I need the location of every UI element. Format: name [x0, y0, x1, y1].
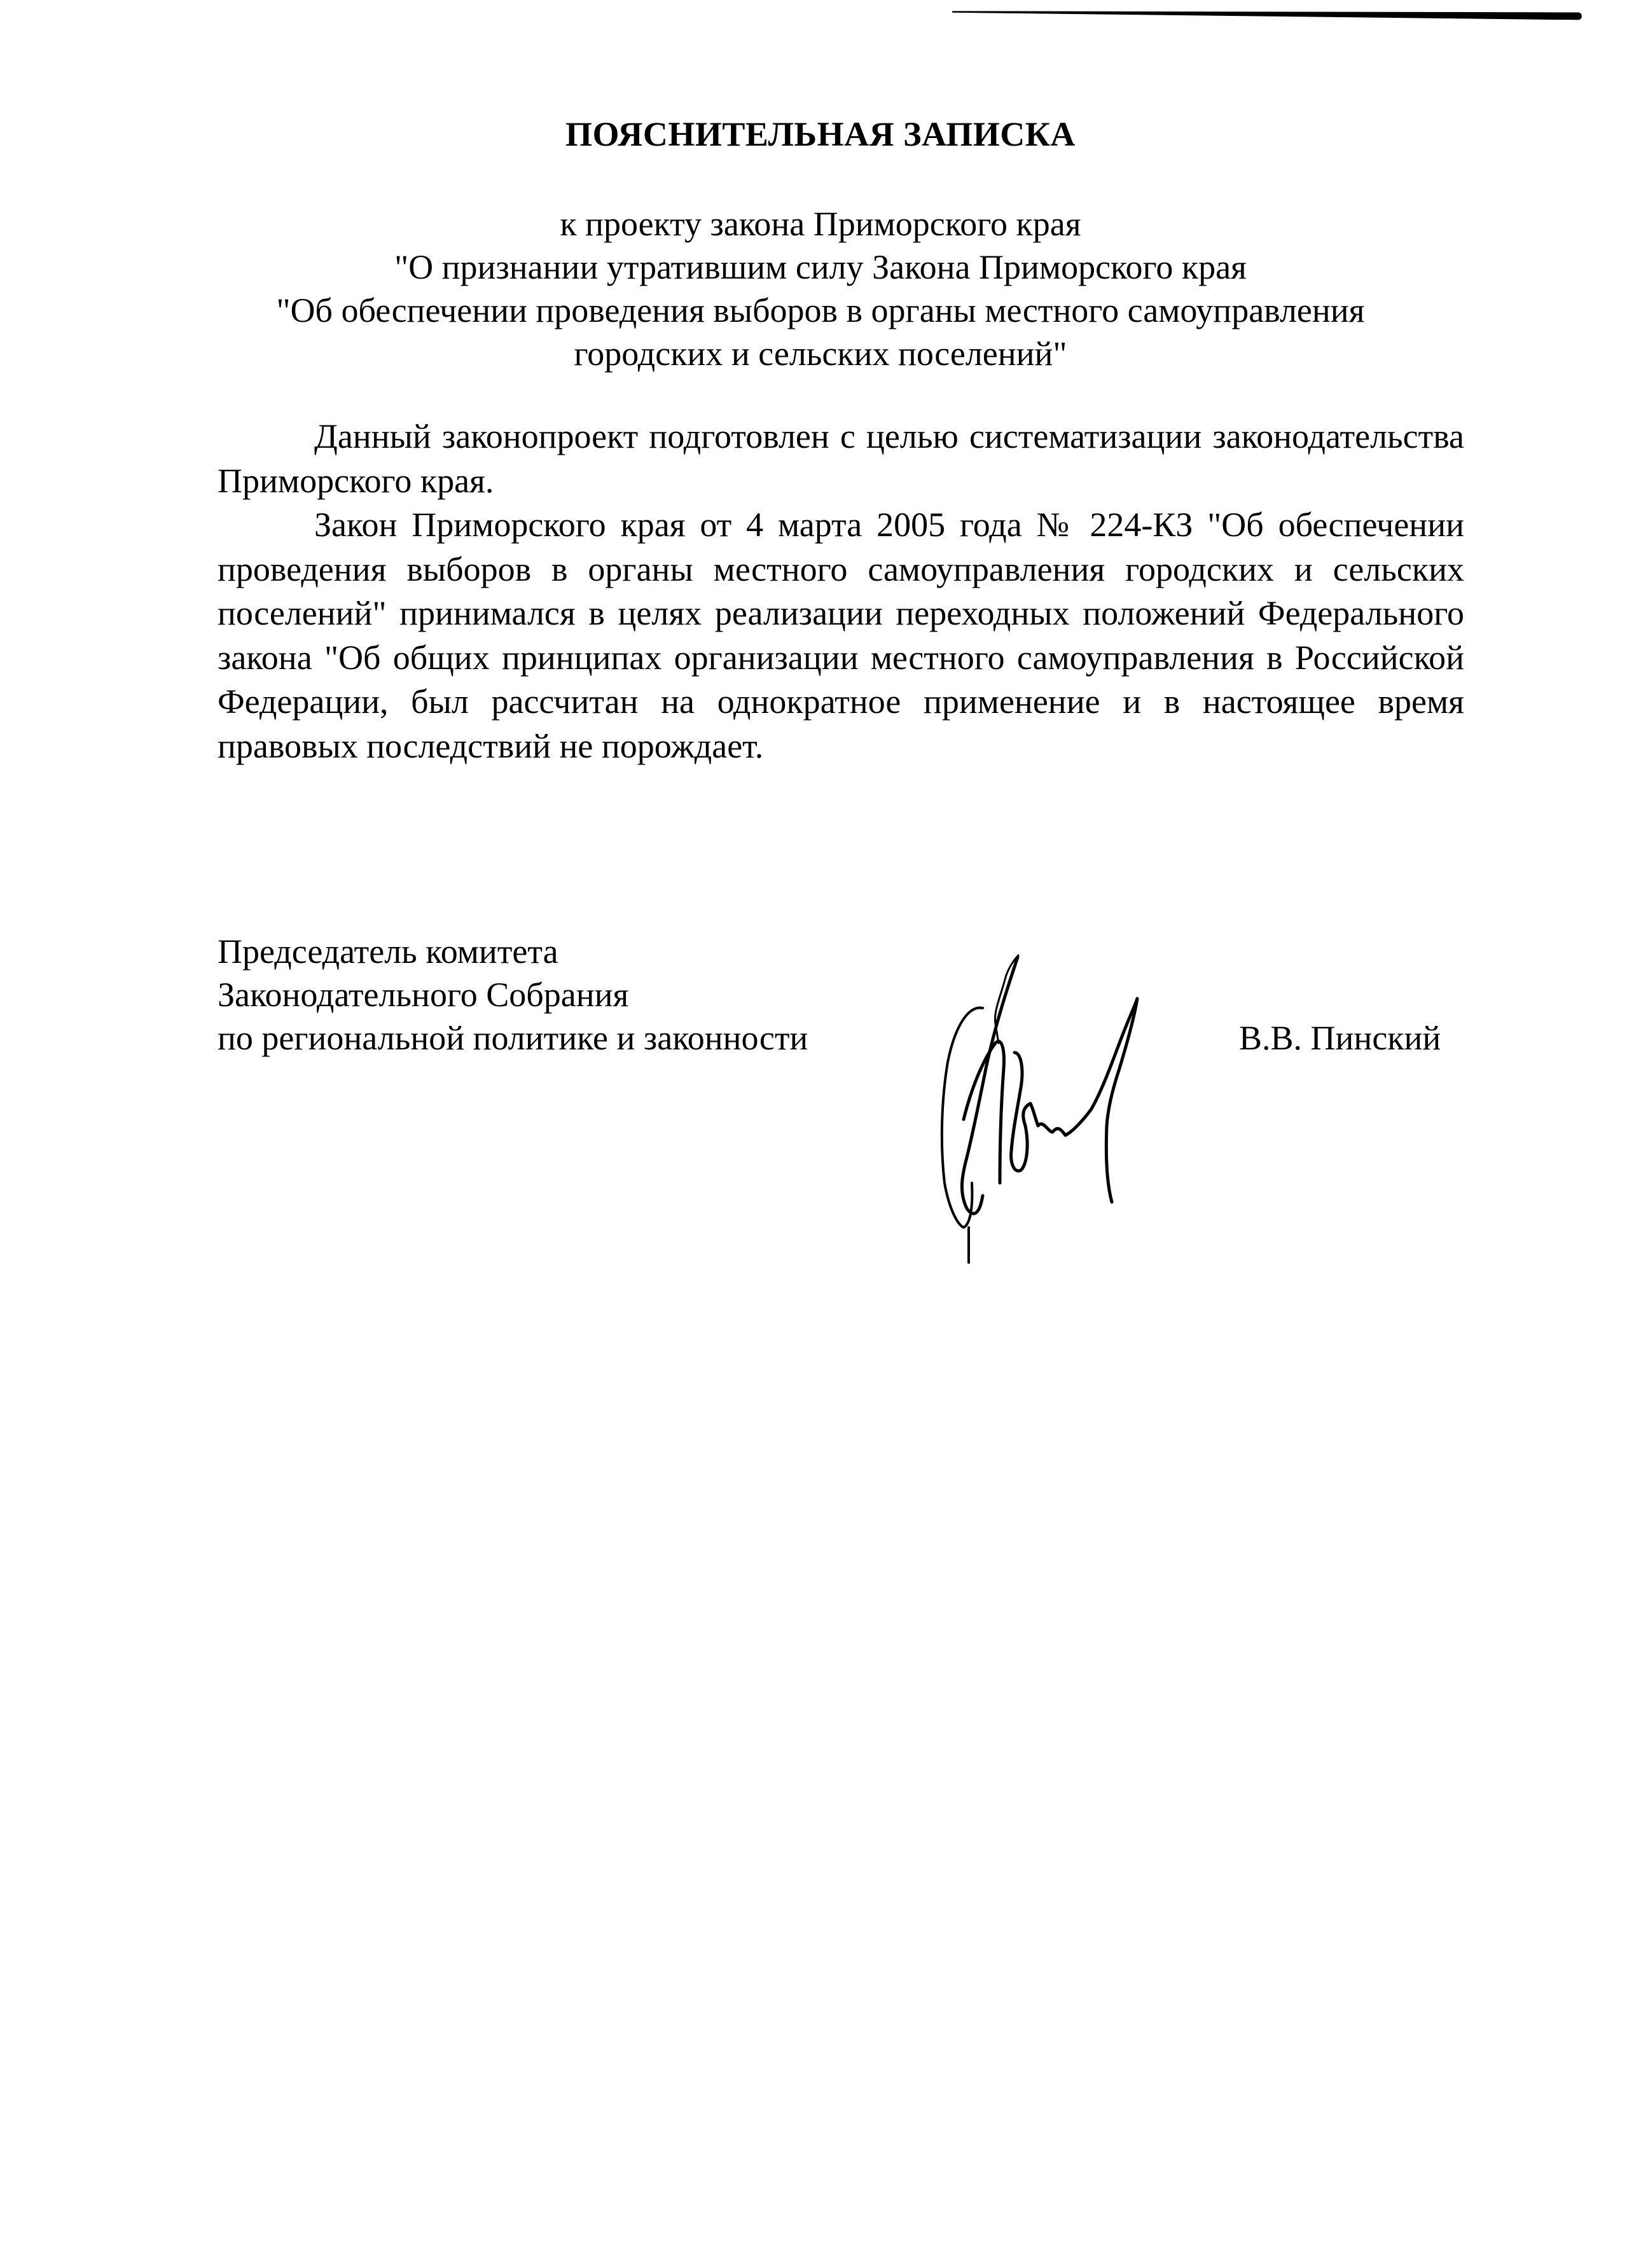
- scan-artifact-line: [952, 8, 1582, 20]
- handwritten-signature-icon: [890, 941, 1208, 1297]
- subtitle-line: к проекту закона Приморского края: [560, 205, 1081, 243]
- signatory-position: [218, 930, 808, 1060]
- position-line: Законодательного Собрания: [218, 976, 629, 1014]
- subtitle-line: городских и сельских поселений": [574, 335, 1067, 373]
- subtitle-line: "Об обеспечении проведения выборов в органы местного самоуправления: [276, 291, 1365, 329]
- document-title: ПОЯСНИТЕЛЬНАЯ ЗАПИСКА: [565, 115, 1076, 153]
- paragraph: Закон Приморского края от 4 марта 2005 года № 224-КЗ "Об обеспечении проведения выборов в органы местного самоуправления городских и сельских поселений" принимался в целях реализации переходных положений Федерального закона "Об общих принципах организации местного самоуправления в Российской Федерации, был рассчитан на однократное применение и в настоящее время правовых последствий не порождает.: [218, 506, 1464, 765]
- signatory-name: В.В. Пинский: [1239, 1019, 1441, 1057]
- position-line: Председатель комитета: [218, 932, 558, 971]
- document-body: [218, 415, 1464, 768]
- subtitle-line: "О признании утратившим силу Закона Приморского края: [394, 248, 1247, 286]
- position-line: по региональной политике и законности: [218, 1019, 808, 1057]
- document-subtitle: [0, 202, 1641, 375]
- paragraph: Данный законопроект подготовлен с целью систематизации законодательства Приморского края.: [218, 417, 1464, 500]
